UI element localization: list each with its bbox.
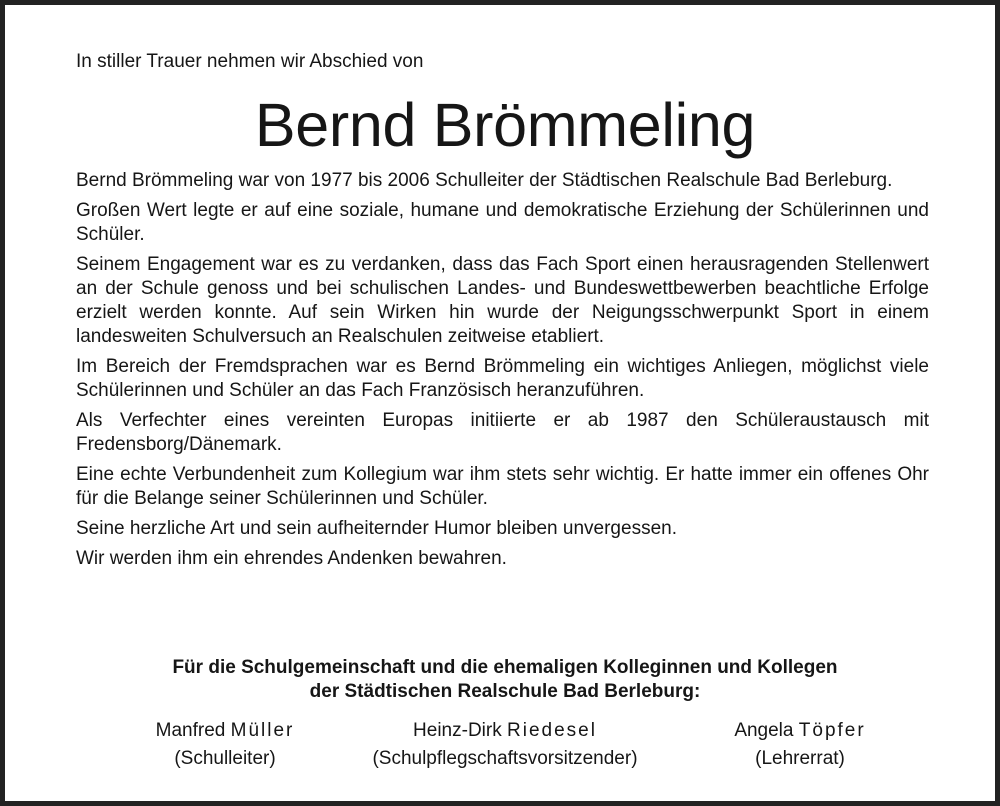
intro-text: In stiller Trauer nehmen wir Abschied von xyxy=(76,51,424,72)
paragraph: Bernd Brömmeling war von 1977 bis 2006 Schulleiter der Städtischen Realschule Bad Berleburg. xyxy=(76,170,893,191)
signer-first-name: Heinz-Dirk xyxy=(413,720,502,741)
signature-heading xyxy=(5,656,1000,704)
signature-heading-line-2: der Städtischen Realschule Bad Berleburg: xyxy=(309,681,701,702)
signature-heading-line-1: Für die Schulgemeinschaft und die ehemaligen Kolleginnen und Kollegen xyxy=(172,657,838,678)
signer-name xyxy=(695,717,905,745)
obituary-body xyxy=(76,169,929,577)
signer-name xyxy=(125,717,325,745)
signer xyxy=(125,717,325,773)
signer-role: (Schulleiter) xyxy=(174,748,276,769)
paragraph: Seinem Engagement war es zu verdanken, dass das Fach Sport einen herausragenden Stellenwert an der Schule genoss und bei schulischen Landes- und Bundeswettbewerben beachtliche Erfolge erzielt werden konnte. Auf sein Wirken hin wurde der Neigungsschwerpunkt Sport in einem landesweiten Schulversuch an Realschulen zeitweise etabliert. xyxy=(76,254,929,347)
signer-first-name: Angela xyxy=(734,720,794,741)
paragraph: Im Bereich der Fremdsprachen war es Bernd Brömmeling ein wichtiges Anliegen, möglichst viele Schülerinnen und Schüler an das Fach Französisch heranzuführen. xyxy=(76,356,929,401)
signer-role: (Lehrerrat) xyxy=(755,748,845,769)
paragraph: Wir werden ihm ein ehrendes Andenken bewahren. xyxy=(76,548,507,569)
signer xyxy=(345,717,665,773)
signer-name xyxy=(345,717,665,745)
signer xyxy=(695,717,905,773)
signer-last-name: Töpfer xyxy=(798,720,866,741)
deceased-name: Bernd Brömmeling xyxy=(254,91,756,159)
paragraph: Eine echte Verbundenheit zum Kollegium war ihm stets sehr wichtig. Er hatte immer ein offenes Ohr für die Belange seiner Schülerinnen und Schüler. xyxy=(76,464,929,509)
paragraph: Großen Wert legte er auf eine soziale, humane und demokratische Erziehung der Schülerinnen und Schüler. xyxy=(76,200,929,245)
signer-last-name: Riedesel xyxy=(507,720,597,741)
paragraph: Seine herzliche Art und sein aufheiternder Humor bleiben unvergessen. xyxy=(76,518,677,539)
signer-first-name: Manfred xyxy=(155,720,226,741)
paragraph: Als Verfechter eines vereinten Europas initiierte er ab 1987 den Schüleraustausch mit Fredensborg/Dänemark. xyxy=(76,410,929,455)
signer-role: (Schulpflegschaftsvorsitzender) xyxy=(372,748,638,769)
signer-last-name: Müller xyxy=(230,720,295,741)
